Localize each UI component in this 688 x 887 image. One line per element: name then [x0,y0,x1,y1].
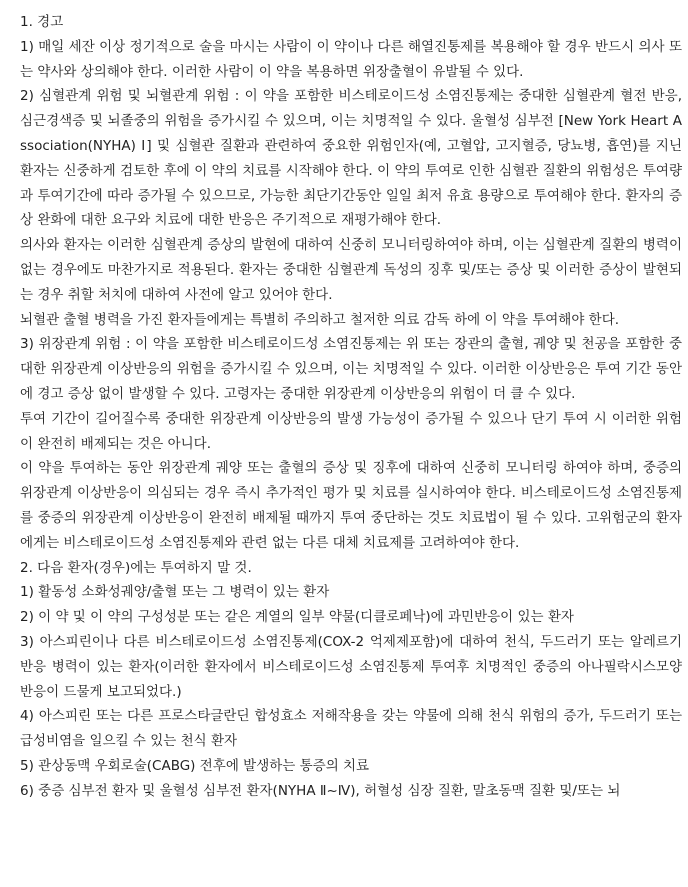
warning-item-gastrointestinal: 3) 위장관계 위험 : 이 약을 포함한 비스테로이드성 소염진통제는 위 또는 장관의 출혈, 궤양 및 천공을 포함한 중대한 위장관계 이상반응의 위험을 증가시킬 수 있으며, 이는 치명적일 수 있다. 이러한 이상반응은 투여 기간 동안에 경고 증상 없이 발생할 수 있다. 고령자는 중대한 위장관계 이상반응의 위험이 더 클 수 있다. [20,336,682,402]
section-heading-warnings: 1. 경고 [20,14,64,30]
paragraph-cerebrovascular-bleeding: 뇌혈관 출혈 병력을 가진 환자들에게는 특별히 주의하고 철저한 의료 감독 하에 이 약을 투여해야 한다. [20,311,620,328]
contraindication-item: 6) 중증 심부전 환자 및 울혈성 심부전 환자(NYHA Ⅱ~Ⅳ), 허혈성 심장 질환, 말초동맥 질환 및/또는 뇌 [20,782,621,799]
paragraph-gi-monitoring: 이 약을 투여하는 동안 위장관계 궤양 또는 출혈의 증상 및 징후에 대하여 신중히 모니터링 하여야 하며, 중증의 위장관계 이상반응이 의심되는 경우 즉시 추가적인 평가 및 치료를 실시하여야 한다. 비스테로이드성 소염진통제를 중증의 위장관계 이상반응이 완전히 배제될 때까지 투여 중단하는 것도 치료법이 될 수 있다. 고위험군의 환자에게는 비스테로이드성 소염진통제와 관련 없는 다른 대체 치료제를 고려하여야 한다. [20,460,682,551]
warning-item-alcohol: 1) 매일 세잔 이상 정기적으로 술을 마시는 사람이 이 약이나 다른 해열진통제를 복용해야 할 경우 반드시 의사 또는 약사와 상의해야 한다. 이러한 사람이 이 약을 복용하면 위장출혈이 유발될 수 있다. [20,38,682,80]
paragraph-treatment-duration: 투여 기간이 길어질수록 중대한 위장관계 이상반응의 발생 가능성이 증가될 수 있으나 단기 투여 시 이러한 위험이 완전히 배제되는 것은 아니다. [20,410,682,452]
section-heading-contraindications: 2. 다음 환자(경우)에는 투여하지 말 것. [20,559,252,576]
contraindication-item: 3) 아스피린이나 다른 비스테로이드성 소염진통제(COX-2 억제제포함)에 대하여 천식, 두드러기 또는 알레르기 반응 병력이 있는 환자(이러한 환자에서 비스테로이드성 소염진통제 투여후 치명적인 중증의 아나필락시스모양 반응이 드물게 보고되었다.) [20,633,682,700]
contraindication-item: 1) 활동성 소화성궤양/출혈 또는 그 병력이 있는 환자 [20,584,330,601]
paragraph-cardiovascular-monitoring: 의사와 환자는 이러한 심혈관계 증상의 발현에 대하여 신중히 모니터링하여야 하며, 이는 심혈관계 질환의 병력이 없는 경우에도 마찬가지로 적용된다. 환자는 중대한 심혈관계 독성의 징후 및/또는 증상 및 이러한 증상이 발현되는 경우 취할 처치에 대하여 사전에 알고 있어야 한다. [20,237,682,303]
contraindication-item: 5) 관상동맥 우회로술(CABG) 전후에 발생하는 통증의 치료 [20,757,370,774]
contraindication-item: 2) 이 약 및 이 약의 구성성분 또는 같은 계열의 일부 약물(디클로페낙)에 과민반응이 있는 환자 [20,609,574,626]
warning-item-cardiovascular: 2) 심혈관계 위험 및 뇌혈관계 위험 : 이 약을 포함한 비스테로이드성 소염진통제는 중대한 심혈관계 혈전 반응, 심근경색증 및 뇌졸중의 위험을 증가시킬 수 있으며, 이는 치명적일 수 있다. 울혈성 심부전 [New York Heart Association(NYHA) Ⅰ] 및 심혈관 질환과 관련하여 중요한 위험인자(예, 고혈압, 고지혈증, 당뇨병, 흡연)를 지닌 환자는 신중하게 검토한 후에 이 약의 치료를 시작해야 한다. 이 약의 투여로 인한 심혈관 질환의 위험성은 투여량과 투여기간에 따라 증가될 수 있으므로, 가능한 최단기간동안 일일 최저 유효 용량으로 투여해야 한다. 환자의 증상 완화에 대한 요구와 치료에 대한 반응은 주기적으로 재평가해야 한다. [20,88,682,229]
contraindication-item: 4) 아스피린 또는 다른 프로스타글란딘 합성효소 저해작용을 갖는 약물에 의해 천식 위험의 증가, 두드러기 또는 급성비염을 일으킬 수 있는 천식 환자 [20,708,682,750]
